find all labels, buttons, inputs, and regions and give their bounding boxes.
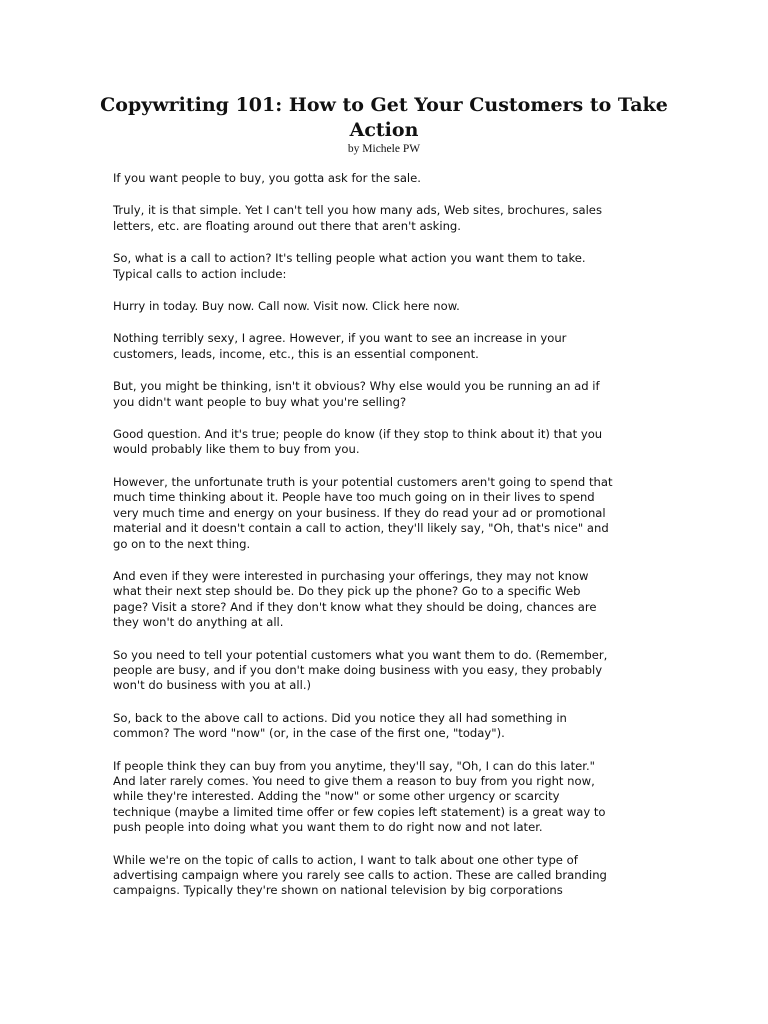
- paragraph: So, what is a call to action? It's telling people what action you want them to take. Typical calls to action include:: [113, 251, 586, 281]
- paragraph: However, the unfortunate truth is your potential customers aren't going to spend that much time thinking about it. People have too much going on in their lives to spend very much time and energy on your business. If they do read your ad or promotional material and it doesn't contain a call to action, they'll likely say, "Oh, that's nice" and go on to the next thing.: [113, 474, 613, 551]
- paragraph: If you want people to buy, you gotta ask for the sale.: [113, 171, 421, 185]
- author-byline: by Michele PW: [347, 143, 421, 155]
- article-body: [113, 171, 661, 916]
- paragraph: Good question. And it's true; people do know (if they stop to think about it) that you would probably like them to buy from you.: [113, 427, 603, 457]
- paragraph: If people think they can buy from you anytime, they'll say, "Oh, I can do this later." And later rarely comes. You need to give them a reason to buy from you right now, while they're interested. Adding the "now" or some other urgency or scarcity technique (maybe a limited time offer or few copies left statement) is a great way to push people into doing what you want them to do right now and not later.: [113, 758, 606, 835]
- paragraph: So, back to the above call to actions. Did you notice they all had something in common? The word "now" (or, in the case of the first one, "today").: [113, 710, 567, 741]
- article-title: Copywriting 101: How to Get Your Customers to Take Action: [100, 94, 668, 141]
- paragraph: And even if they were interested in purchasing your offerings, they may not know what their next step should be. Do they pick up the phone? Go to a specific Web page? Visit a store? And if they don't know what they should be doing, chances are they won't do anything at all.: [113, 568, 597, 630]
- paragraph: But, you might be thinking, isn't it obvious? Why else would you be running an ad if you didn't want people to buy what you're selling?: [113, 379, 600, 409]
- paragraph: Nothing terribly sexy, I agree. However, if you want to see an increase in your customers, leads, income, etc., this is an essential component.: [113, 331, 567, 361]
- paragraph: While we're on the topic of calls to action, I want to talk about one other type of advertising campaign where you rarely see calls to action. These are called branding campaigns. Typically they're shown on national television by big corporations: [113, 852, 607, 898]
- paragraph: So you need to tell your potential customers what you want them to do. (Remember, people are busy, and if you don't make doing business with you easy, they probably won't do business with you at all.): [113, 647, 608, 693]
- paragraph: Hurry in today. Buy now. Call now. Visit now. Click here now.: [113, 299, 460, 314]
- paragraph: Truly, it is that simple. Yet I can't tell you how many ads, Web sites, brochures, sales letters, etc. are floating around out there that aren't asking.: [113, 203, 602, 233]
